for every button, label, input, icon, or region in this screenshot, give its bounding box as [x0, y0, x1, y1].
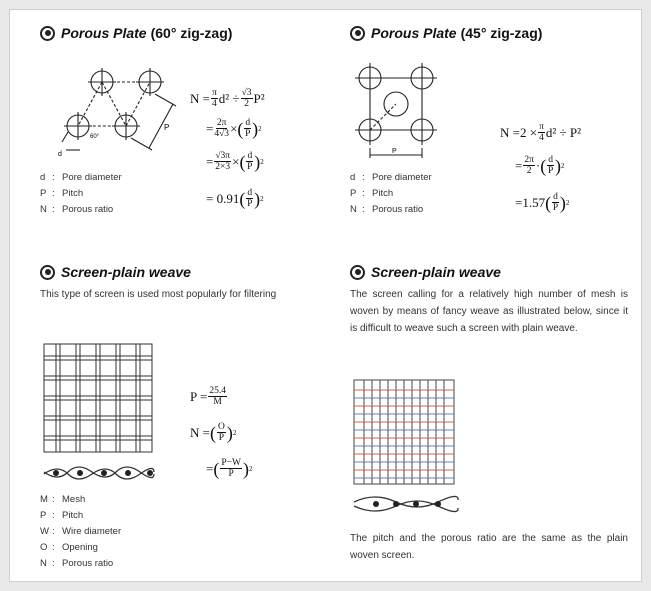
plain-weave-diagram — [38, 342, 168, 482]
plain-weave-legend — [40, 492, 121, 572]
zigzag-45-legend — [350, 170, 432, 218]
section-zigzag-60 — [40, 25, 330, 41]
section-plain-weave-right — [350, 264, 628, 337]
section-zigzag-45 — [350, 25, 630, 41]
legend-item: O : Opening — [40, 542, 98, 553]
section-heading: Screen-plain weave — [350, 264, 628, 280]
legend-item: M : Mesh — [40, 494, 86, 505]
label-p: P — [164, 123, 170, 132]
page-frame: Porous Plate (60° zig-zag) P d 60° N = $\frac{\pi}{4}$ d² ÷ $\frac{√3}{2}$ P² = $\frac{2\pi}{4√3}$ × ( $\frac{d}{P}$ ) 2 = $\frac{√3\pi}{2\times 3}$ × ( $\frac{d}{P}$ ) 2 = 0.91 ( $\frac{d}{P}$ ) 2 d : Pore diameter P : Pitch N : Porous ratio Porous Plate (45° zig-zag) P N =2 × $\frac{\pi}{4}$ d² ÷ P² = $\frac{2\pi}{2}$ · ( $\frac{d}{P}$ ) 2 =1.57 ( $\frac{d}{P}$ ) 2 d : Pore diameter P : Pitch N : Porous ratio Screen-plain weave This type of screen is used most popularly for filtering P = $\frac{25.4}{M}$ N = ( $\frac{O}{P}$ ) 2 = ( $\frac{P-W}{P}$ ) 2 M : Mesh P : Pitch W : Wire diameter O : Opening N : Porous ratio Screen-plain weave The screen calling for a relatively high number of mesh is woven by means of fancy weave as illustrated below, since it is difficult to weave such a screen with plain weave. The pitch and the porous ratio are the same as the plain woven screen. — [9, 9, 642, 582]
legend-item: N : Porous ratio — [40, 558, 114, 569]
zigzag-60-legend — [40, 170, 122, 218]
description: This type of screen is used most popularly for filtering — [40, 289, 277, 300]
zigzag-60-diagram — [32, 58, 182, 158]
legend-item: N : Porous ratio — [350, 204, 424, 215]
heading-italic: Porous Plate — [61, 25, 147, 41]
legend-item: d : Pore diameter — [40, 172, 122, 183]
legend-item: N : Porous ratio — [40, 204, 114, 215]
section-heading: Porous Plate (45° zig-zag) — [350, 25, 630, 41]
label-angle: 60° — [90, 134, 100, 140]
zigzag-45-diagram — [345, 58, 455, 168]
legend-item: d : Pore diameter — [350, 172, 432, 183]
legend-item: W : Wire diameter — [40, 526, 122, 537]
section-heading — [40, 25, 330, 41]
bullet-icon — [350, 26, 365, 41]
bullet-icon — [40, 26, 55, 41]
fancy-weave-diagram — [350, 378, 460, 516]
label-d: d — [58, 151, 62, 158]
legend-item: P : Pitch — [40, 188, 84, 199]
description: The screen calling for a relatively high number of mesh is woven by means of fancy weave as illustrated below, since it is difficult to weave such a screen with plain weave. — [350, 289, 628, 334]
bullet-icon — [350, 265, 365, 280]
legend-item: P : Pitch — [350, 188, 394, 199]
bullet-icon — [40, 265, 55, 280]
legend-item: P : Pitch — [40, 510, 84, 521]
section-plain-weave-left — [40, 264, 330, 303]
section-heading: Screen-plain weave — [40, 264, 330, 280]
footer-note: The pitch and the porous ratio are the same as the plain woven screen. — [350, 533, 628, 561]
heading-rest: (60° zig-zag) — [150, 25, 233, 41]
label-p: P — [392, 148, 397, 155]
